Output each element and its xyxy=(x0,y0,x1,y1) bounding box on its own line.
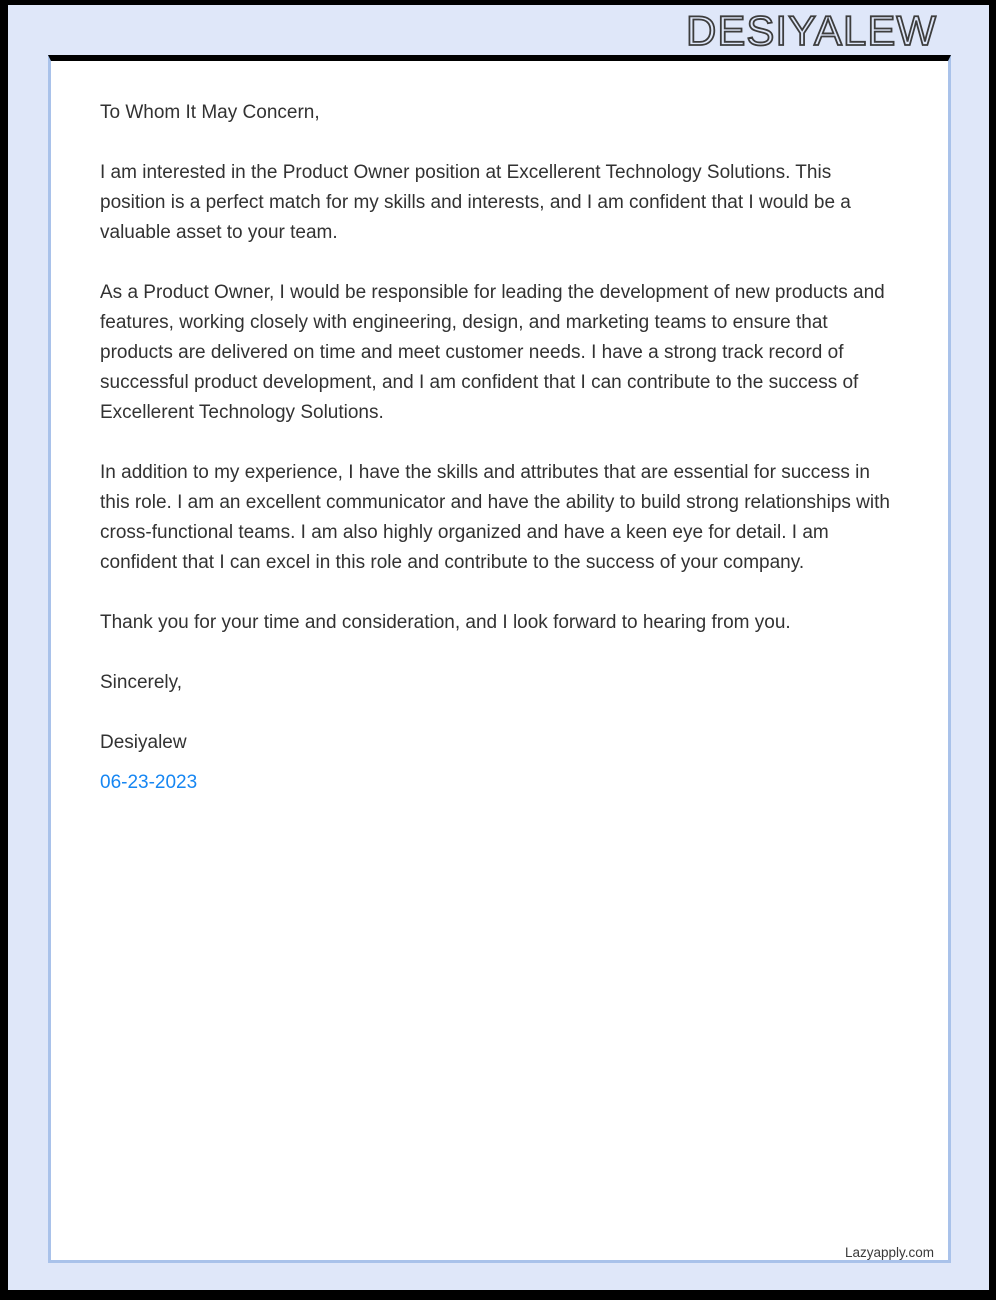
salutation: To Whom It May Concern, xyxy=(100,102,320,123)
paragraph-responsibilities: As a Product Owner, I would be responsible for leading the development of new products and features, working closely with engineering, design, and marketing teams to ensure that products are delivered on time and meet customer needs. I have a strong track record of successful product development, and I am confident that I can contribute to the success of Excellerent Technology Solutions. xyxy=(100,282,885,423)
paragraph-skills: In addition to my experience, I have the skills and attributes that are essential for success in this role. I am an excellent communicator and have the ability to build strong relationships with cross-functional teams. I am also highly organized and have a keen eye for detail. I am confident that I can excel in this role and contribute to the success of your company. xyxy=(100,462,890,573)
page-background xyxy=(8,5,989,1290)
paragraph-intro: I am interested in the Product Owner position at Excellerent Technology Solutions. This position is a perfect match for my skills and interests, and I am confident that I would be a valuable asset to your team. xyxy=(100,162,851,243)
signature-name: Desiyalew xyxy=(100,732,187,753)
cover-letter-document xyxy=(48,55,951,1263)
paragraph-thanks: Thank you for your time and consideration, and I look forward to hearing from you. xyxy=(100,612,791,633)
watermark-brand: Lazyapply.com xyxy=(844,1245,934,1260)
letter-content xyxy=(51,61,948,798)
closing: Sincerely, xyxy=(100,672,183,693)
date-link[interactable]: 06-23-2023 xyxy=(100,772,198,793)
brand-logo: DESIYALEW xyxy=(686,7,937,54)
